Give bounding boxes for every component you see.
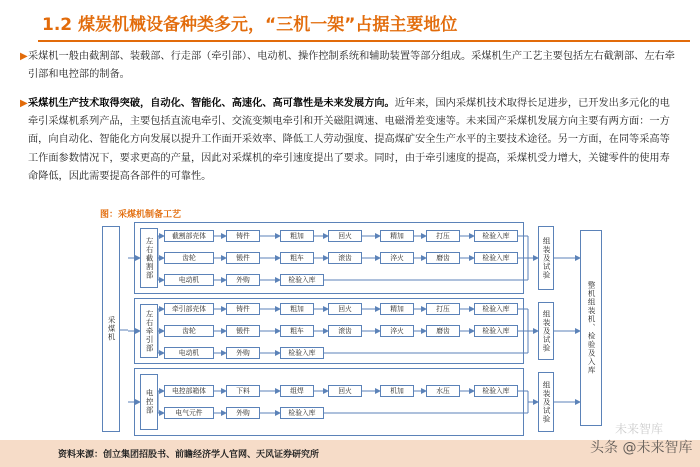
process-step-1-1-1: 锻件 — [226, 325, 260, 337]
root-box — [102, 226, 120, 432]
source-note: 资料来源：创立集团招股书、前瞻经济学人官网、天风证券研究所 — [58, 450, 320, 460]
process-step-0-0-6: 检验入库 — [474, 230, 518, 242]
paragraph-development — [20, 95, 678, 186]
bullet-icon: ▶ — [20, 98, 28, 109]
process-step-0-0-3: 回火 — [328, 230, 362, 242]
process-step-2-0-2: 组焊 — [280, 385, 314, 397]
process-step-0-0-1: 铸件 — [226, 230, 260, 242]
process-flowchart — [100, 220, 660, 438]
process-step-0-1-6: 检验入库 — [474, 252, 518, 264]
process-step-1-1-0: 齿轮 — [164, 325, 214, 337]
process-step-1-2-0: 电动机 — [164, 347, 214, 359]
assembly-box-1 — [538, 302, 554, 360]
process-step-0-1-3: 滚齿 — [328, 252, 362, 264]
process-step-2-0-3: 回火 — [328, 385, 362, 397]
group-label-0 — [140, 228, 158, 288]
watermark-faint: 未来智库 — [615, 422, 664, 436]
process-step-1-0-0: 牵引部壳体 — [164, 303, 214, 315]
paragraph-composition — [20, 48, 678, 84]
process-step-2-1-1: 外购 — [226, 407, 260, 419]
watermark: 头条 @未来智库 — [590, 440, 693, 456]
process-step-1-1-2: 粗车 — [280, 325, 314, 337]
process-step-0-2-2: 检验入库 — [280, 274, 324, 286]
process-step-1-2-2: 检验入库 — [280, 347, 324, 359]
group-label-1-label: 左右牵引部 — [145, 309, 155, 353]
assembly-box-2-label: 组装及试验 — [542, 380, 552, 424]
paragraph-development-text: 近年来，国内采煤机技术取得长足进步，已开发出多元化的电牵引采煤机系列产品，主要包括直流电牵引、交流变频电牵引和开关磁阻调速、电磁滑差变速等。未来国产采煤机发展方向主要有两方面：一方面，向自动化、智能化方向发展以提升工作面开采效率、降低工人劳动强度、提高煤矿安全生产水平的主要技术途径。另一方面，在同等采高等工作面参数情况下，要求更高的产量，因此对采煤机的牵引速度提出了要求。同时，由于牵引速度的提高，采煤机受力增大，关键零件的使用寿命降低，因此需要提高各部件的可靠性。 — [28, 98, 670, 182]
assembly-box-0 — [538, 226, 554, 290]
figure-title: 图：采煤机制备工艺 — [100, 210, 182, 220]
process-step-1-1-4: 淬火 — [380, 325, 414, 337]
process-step-1-0-3: 回火 — [328, 303, 362, 315]
paragraph-development-heading: 采煤机生产技术取得突破，自动化、智能化、高速化、高可靠性是未来发展方向。 — [28, 98, 395, 109]
process-step-1-2-1: 外购 — [226, 347, 260, 359]
group-label-0-label: 左右截割部 — [145, 236, 155, 280]
process-step-0-2-1: 外购 — [226, 274, 260, 286]
paragraph-composition-text: 采煤机一般由截割部、装载部、行走部（牵引部）、电动机、操作控制系统和辅助装置等部分组成。采煤机生产工艺主要包括左右截割部、左右牵引部和电控部的制备。 — [28, 51, 675, 81]
group-frame-2 — [134, 368, 524, 436]
assembly-box-0-label: 组装及试验 — [542, 236, 552, 280]
group-label-2-label: 电控部 — [145, 389, 155, 415]
assembly-box-1-label: 组装及试验 — [542, 309, 552, 353]
process-step-1-0-5: 打压 — [426, 303, 460, 315]
process-step-0-0-2: 粗加 — [280, 230, 314, 242]
assembly-box-2 — [538, 372, 554, 432]
process-step-0-2-0: 电动机 — [164, 274, 214, 286]
process-step-2-0-6: 检验入库 — [474, 385, 518, 397]
process-step-0-1-2: 粗车 — [280, 252, 314, 264]
process-step-1-0-4: 精加 — [380, 303, 414, 315]
process-step-1-0-6: 检验入库 — [474, 303, 518, 315]
process-step-1-0-1: 铸件 — [226, 303, 260, 315]
process-step-2-0-5: 水压 — [426, 385, 460, 397]
bullet-icon: ▶ — [20, 51, 28, 62]
group-label-1 — [140, 304, 158, 358]
process-step-1-1-5: 磨齿 — [426, 325, 460, 337]
process-step-2-1-0: 电气元件 — [164, 407, 214, 419]
group-label-2 — [140, 374, 158, 430]
process-step-2-0-4: 机加 — [380, 385, 414, 397]
root-box-label: 采煤机 — [107, 316, 117, 342]
process-step-0-1-0: 齿轮 — [164, 252, 214, 264]
process-step-0-1-4: 淬火 — [380, 252, 414, 264]
process-step-0-1-1: 锻件 — [226, 252, 260, 264]
final-assembly-box-label: 整机组装机、检验及入库 — [587, 281, 597, 375]
process-step-2-0-1: 下料 — [226, 385, 260, 397]
title-divider — [38, 40, 690, 42]
process-step-0-0-5: 打压 — [426, 230, 460, 242]
process-step-1-1-6: 检验入库 — [474, 325, 518, 337]
process-step-0-0-0: 截割部壳体 — [164, 230, 214, 242]
page-title: 1.2 煤炭机械设备种类多元，“三机一架”占据主要地位 — [42, 15, 458, 35]
process-step-0-1-5: 磨齿 — [426, 252, 460, 264]
process-step-1-1-3: 滚齿 — [328, 325, 362, 337]
process-step-2-1-2: 检验入库 — [280, 407, 324, 419]
process-step-1-0-2: 粗加 — [280, 303, 314, 315]
process-step-0-0-4: 精加 — [380, 230, 414, 242]
process-step-2-0-0: 电控部箱体 — [164, 385, 214, 397]
final-assembly-box — [580, 230, 602, 426]
